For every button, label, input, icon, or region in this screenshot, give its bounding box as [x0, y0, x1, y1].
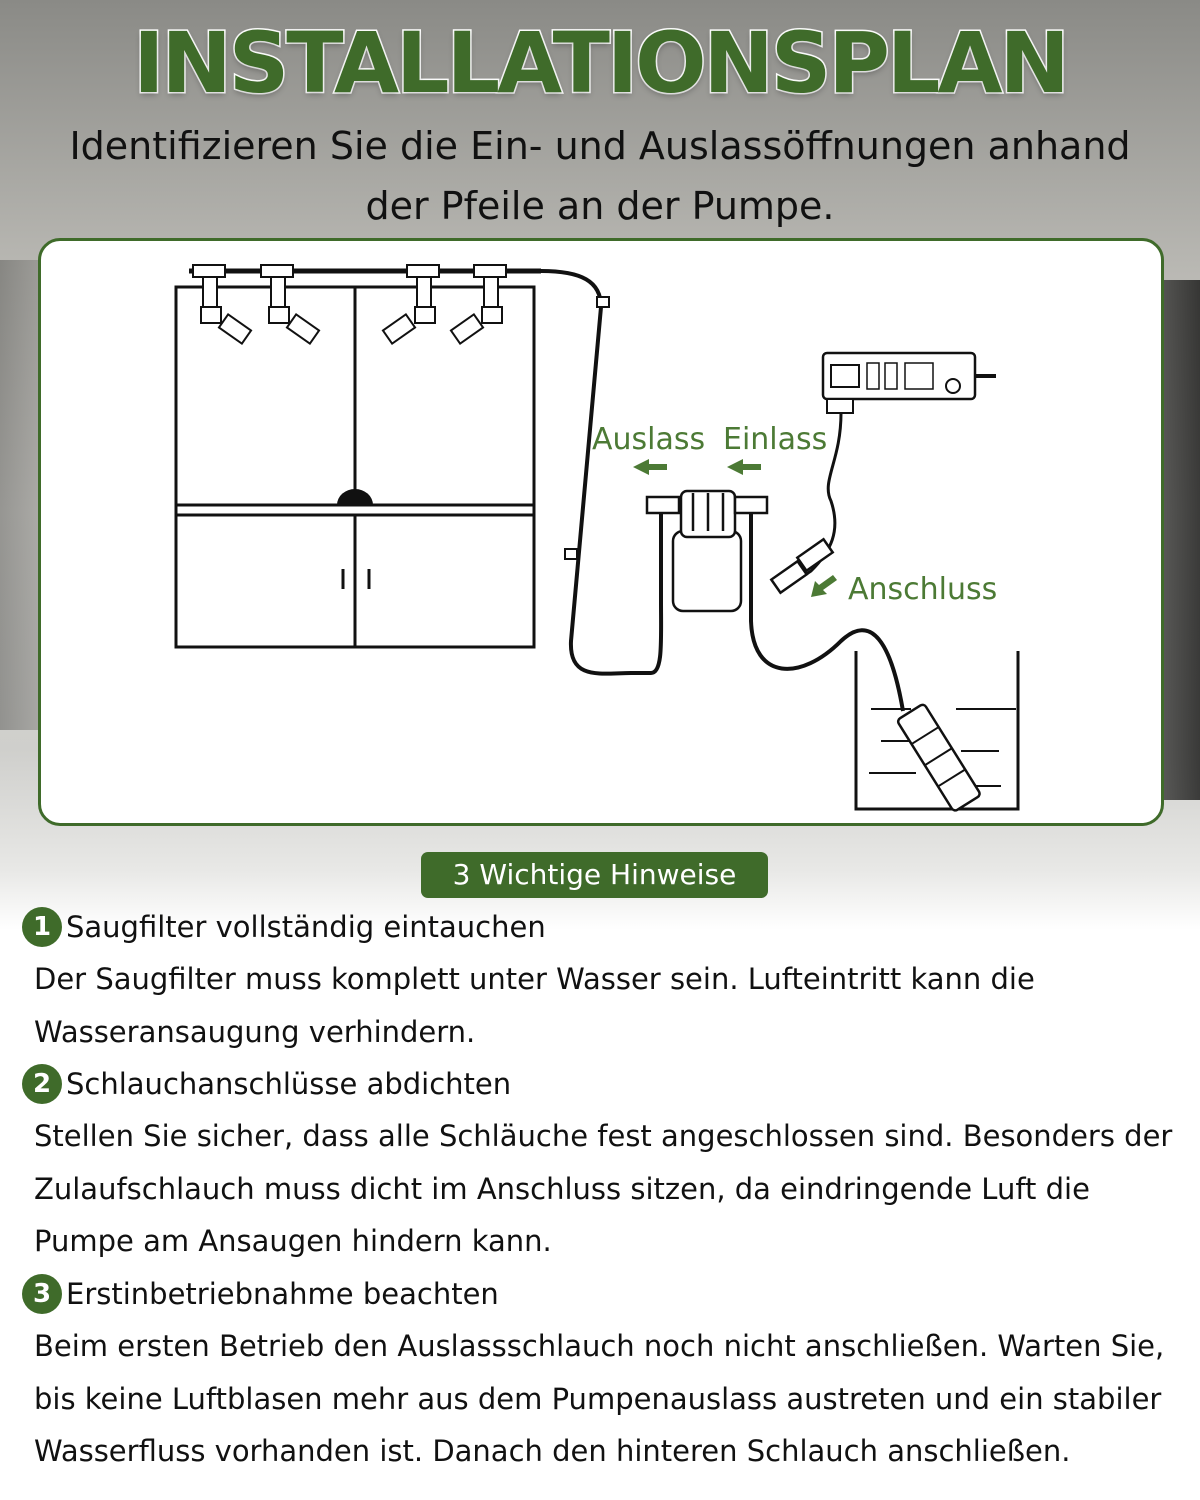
nozzle-stem-2	[271, 277, 285, 307]
inlet-arrow-icon	[727, 459, 761, 475]
nozzle-elbow-2	[269, 307, 289, 323]
notes-heading: 3 Wichtige Hinweise	[421, 852, 768, 898]
pump-inlet-port	[735, 497, 767, 513]
hose-clip-top	[597, 297, 609, 307]
note-3-title: Erstinbetriebnahme beachten	[66, 1277, 499, 1311]
page-title: INSTALLATIONSPLAN	[133, 14, 1067, 112]
pump-outlet-port	[647, 497, 679, 513]
cabinet	[176, 287, 534, 647]
indicator-light	[946, 379, 960, 393]
installation-diagram	[41, 241, 1161, 823]
installation-diagram-panel	[38, 238, 1164, 826]
nozzle-elbow-3	[415, 307, 435, 323]
outlet-label: Auslass	[592, 422, 706, 457]
socket-2	[885, 363, 897, 389]
inlet-label: Einlass	[723, 422, 828, 457]
nozzle-stem-1	[203, 277, 217, 307]
nozzle-head-1	[219, 314, 251, 343]
socket-1	[867, 363, 879, 389]
tee-connector-4	[474, 265, 506, 277]
connector-arrow-icon	[811, 575, 837, 597]
pump-motor	[673, 531, 741, 611]
note-number-badge: 1	[22, 907, 62, 947]
power-strip	[823, 353, 996, 413]
cabinet-hinge	[337, 489, 373, 505]
nozzle-head-4	[451, 314, 483, 343]
tee-connector-1	[193, 265, 225, 277]
misting-line	[189, 265, 541, 344]
hose-clip-bottom	[565, 549, 577, 559]
water-tank	[856, 651, 1018, 812]
nozzle-head-3	[383, 314, 415, 343]
note-1-header	[22, 907, 546, 947]
note-1-title: Saugfilter vollständig eintauchen	[66, 910, 546, 944]
connector-label: Anschluss	[848, 572, 998, 607]
note-number-badge: 3	[22, 1274, 62, 1314]
power-adapter	[827, 399, 853, 413]
note-2-header	[22, 1064, 511, 1104]
outlet-hose	[541, 271, 661, 674]
note-3-body: Beim ersten Betrieb den Auslassschlauch noch nicht anschließen. Warten Sie, bis keine Luftblasen mehr aus dem Pumpenauslass austreten und ein stabiler Wasserfluss vorhanden ist. Danach den hinteren Schlauch anschließen.	[34, 1329, 1165, 1468]
nozzle-stem-4	[484, 277, 498, 307]
socket-3	[905, 363, 933, 389]
suction-filter	[897, 703, 981, 812]
note-1-body: Der Saugfilter muss komplett unter Wasser sein. Lufteintritt kann die Wasseransaugung verhindern.	[34, 962, 1035, 1049]
power-switch	[831, 365, 859, 387]
note-3-header	[22, 1274, 499, 1314]
nozzle-head-2	[287, 314, 319, 343]
note-2-body: Stellen Sie sicher, dass alle Schläuche fest angeschlossen sind. Besonders der Zulaufschlauch muss dicht im Anschluss sitzen, da eindringende Luft die Pumpe am Ansaugen hindern kann.	[34, 1119, 1173, 1258]
connector-plug-1	[797, 539, 832, 570]
nozzle-elbow-1	[201, 307, 221, 323]
note-number-badge: 2	[22, 1064, 62, 1104]
connector-plug-2	[771, 561, 806, 592]
nozzle-stem-3	[417, 277, 431, 307]
page-subtitle: Identifizieren Sie die Ein- und Auslassöffnungen anhand der Pfeile an der Pumpe.	[69, 124, 1131, 228]
tee-connector-2	[261, 265, 293, 277]
outlet-arrow-icon	[633, 459, 667, 475]
tee-connector-3	[407, 265, 439, 277]
nozzle-elbow-4	[482, 307, 502, 323]
note-2-title: Schlauchanschlüsse abdichten	[66, 1067, 512, 1101]
